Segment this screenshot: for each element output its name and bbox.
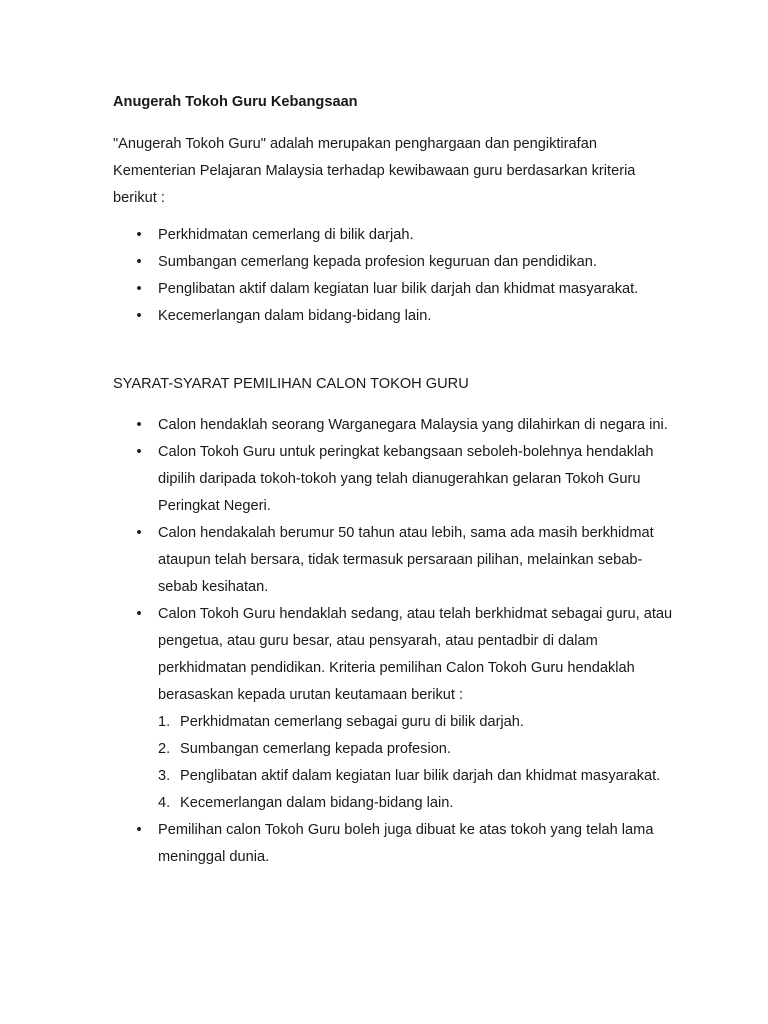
priority-number: 3.	[158, 768, 171, 784]
requirement-text: Pemilihan calon Tokoh Guru boleh juga dibuat ke atas tokoh yang telah lama meninggal dunia.	[158, 822, 654, 865]
criteria-list	[113, 222, 673, 330]
section-title: SYARAT-SYARAT PEMILIHAN CALON TOKOH GURU	[113, 376, 469, 392]
requirement-text: Calon Tokoh Guru untuk peringkat kebangsaan seboleh-bolehnya hendaklah dipilih daripada tokoh-tokoh yang telah dianugerahkan gelaran Tokoh Guru Peringkat Negeri.	[158, 444, 654, 514]
requirement-item	[113, 439, 673, 520]
bullet-icon: •	[136, 444, 142, 460]
priority-order-list	[158, 709, 673, 817]
document-title: Anugerah Tokoh Guru Kebangsaan	[113, 94, 358, 110]
priority-number: 4.	[158, 795, 171, 811]
requirement-item	[113, 412, 673, 439]
bullet-icon: •	[136, 606, 142, 622]
priority-text: Perkhidmatan cemerlang sebagai guru di bilik darjah.	[180, 714, 524, 730]
priority-item	[158, 763, 673, 790]
bullet-icon: •	[136, 281, 142, 297]
criteria-text: Perkhidmatan cemerlang di bilik darjah.	[158, 227, 414, 243]
priority-number: 1.	[158, 714, 171, 730]
priority-item	[158, 736, 673, 763]
requirement-text: Calon hendaklah seorang Warganegara Malaysia yang dilahirkan di negara ini.	[158, 417, 668, 433]
bullet-icon: •	[136, 254, 142, 270]
priority-number: 2.	[158, 741, 171, 757]
criteria-item	[113, 276, 673, 303]
bullet-icon: •	[136, 822, 142, 838]
requirement-item	[113, 520, 673, 601]
priority-text: Penglibatan aktif dalam kegiatan luar bilik darjah dan khidmat masyarakat.	[180, 768, 661, 784]
bullet-icon: •	[136, 525, 142, 541]
bullet-icon: •	[136, 417, 142, 433]
requirement-text: Calon hendakalah berumur 50 tahun atau lebih, sama ada masih berkhidmat ataupun telah bersara, tidak termasuk persaraan pilihan, melainkan sebab-sebab kesihatan.	[158, 525, 654, 595]
requirements-list	[113, 412, 673, 871]
criteria-text: Sumbangan cemerlang kepada profesion keguruan dan pendidikan.	[158, 254, 597, 270]
criteria-text: Penglibatan aktif dalam kegiatan luar bilik darjah dan khidmat masyarakat.	[158, 281, 639, 297]
requirement-item	[113, 817, 673, 871]
criteria-text: Kecemerlangan dalam bidang-bidang lain.	[158, 308, 432, 324]
bullet-icon: •	[136, 308, 142, 324]
criteria-item	[113, 222, 673, 249]
requirement-text: Calon Tokoh Guru hendaklah sedang, atau telah berkhidmat sebagai guru, atau pengetua, atau guru besar, atau pensyarah, atau pentadbir di dalam perkhidmatan pendidikan. Kriteria pemilihan Calon Tokoh Guru hendaklah berasaskan kepada urutan keutamaan berikut :	[158, 606, 673, 703]
priority-text: Sumbangan cemerlang kepada profesion.	[180, 741, 451, 757]
priority-item	[158, 709, 673, 736]
criteria-item	[113, 303, 673, 330]
criteria-item	[113, 249, 673, 276]
intro-paragraph: "Anugerah Tokoh Guru" adalah merupakan penghargaan dan pengiktirafan Kementerian Pelajaran Malaysia terhadap kewibawaan guru berdasarkan kriteria berikut :	[113, 136, 636, 206]
requirement-item	[113, 601, 673, 817]
priority-item	[158, 790, 673, 817]
bullet-icon: •	[136, 227, 142, 243]
priority-text: Kecemerlangan dalam bidang-bidang lain.	[180, 795, 454, 811]
